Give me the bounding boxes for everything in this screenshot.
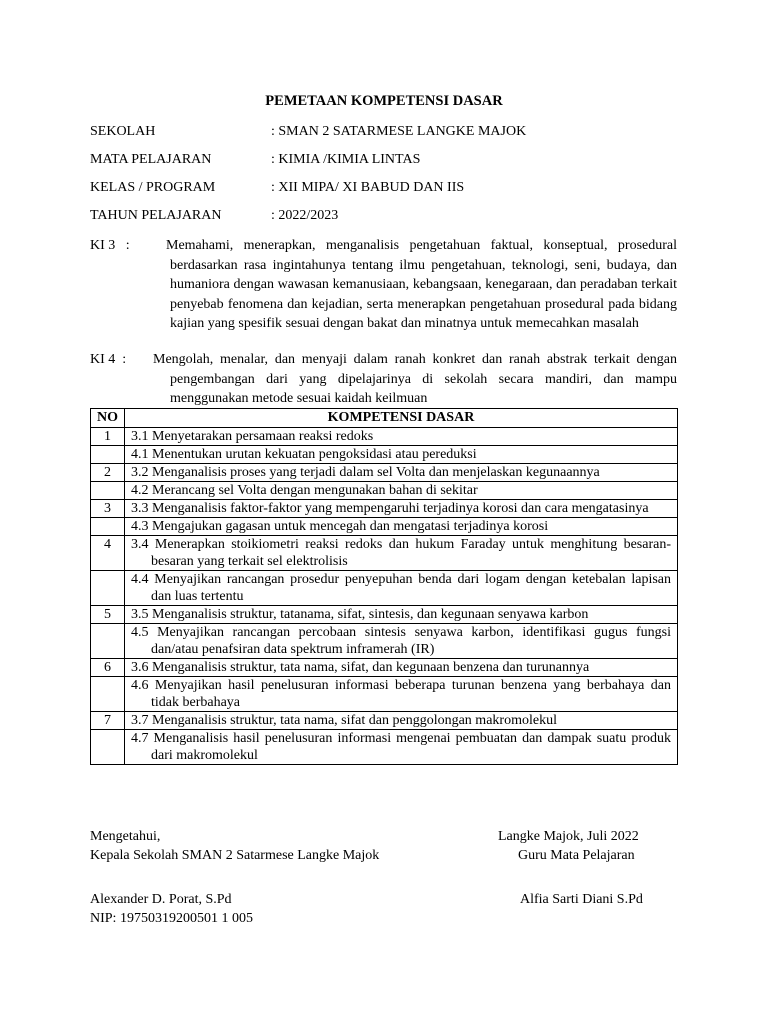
table-row	[91, 464, 678, 482]
row-number	[91, 446, 125, 464]
header-kompetensi: KOMPETENSI DASAR	[125, 409, 678, 428]
meta-label: SEKOLAH	[90, 124, 156, 139]
row-kompetensi	[125, 606, 678, 624]
table-row	[91, 659, 678, 677]
document-title: PEMETAAN KOMPETENSI DASAR	[265, 93, 503, 109]
table-row	[91, 500, 678, 518]
row-kompetensi	[125, 624, 678, 659]
meta-value: : 2022/2023	[271, 208, 339, 223]
sig-right-line2: Guru Mata Pelajaran	[518, 848, 635, 863]
kompetensi-text: 3.2 Menganalisis proses yang terjadi dalam sel Volta dan menjelaskan kegunaannya	[131, 465, 600, 480]
meta-row-kelas	[90, 180, 690, 200]
table-row	[91, 482, 678, 500]
row-kompetensi	[125, 464, 678, 482]
row-kompetensi	[125, 518, 678, 536]
row-number	[91, 571, 125, 606]
row-number: 5	[91, 606, 125, 624]
kompetensi-text: 4.3 Mengajukan gagasan untuk mencegah dan mengatasi terjadinya korosi	[131, 519, 549, 534]
row-kompetensi	[125, 482, 678, 500]
kompetensi-text: 4.1 Menentukan urutan kekuatan pengoksidasi atau pereduksi	[131, 447, 477, 462]
kompetensi-text: 3.4 Menerapkan stoikiometri reaksi redoks dan hukum Faraday untuk menghitung besaran- besaran yang terkait sel elektrolisis	[131, 537, 671, 569]
sig-left-line2: Kepala Sekolah SMAN 2 Satarmese Langke Majok	[90, 848, 380, 863]
row-kompetensi	[125, 659, 678, 677]
row-number: 4	[91, 536, 125, 571]
table-row	[91, 624, 678, 659]
row-number: 7	[91, 712, 125, 730]
ki3-text	[90, 236, 677, 334]
row-number	[91, 518, 125, 536]
meta-row-sekolah	[90, 124, 690, 144]
kompetensi-text: 3.3 Menganalisis faktor-faktor yang mempengaruhi terjadinya korosi dan cara mengatasinya	[131, 501, 649, 516]
ki3-label: KI 3 :	[90, 238, 130, 253]
row-number	[91, 677, 125, 712]
sig-left-name: Alexander D. Porat, S.Pd	[90, 892, 232, 907]
row-kompetensi	[125, 730, 678, 765]
table-header-row	[91, 409, 678, 428]
meta-value: : SMAN 2 SATARMESE LANGKE MAJOK	[271, 124, 527, 139]
kompetensi-text: 3.5 Menganalisis struktur, tatanama, sifat, sintesis, dan kegunaan senyawa karbon	[131, 607, 589, 622]
ki4-label: KI 4 :	[90, 352, 127, 367]
kompetensi-text: 4.7 Menganalisis hasil penelusuran informasi mengenai pembuatan dan dampak suatu produk dari makromolekul	[131, 731, 671, 763]
meta-label: TAHUN PELAJARAN	[90, 208, 222, 223]
ki4-block	[90, 350, 677, 409]
ki4-text	[90, 350, 677, 409]
ki4-text-content: Mengolah, menalar, dan menyaji dalam ranah konkret dan ranah abstrak terkait dengan pengembangan dari yang dipelajarinya di sekolah secara mandiri, dan mampu menggunakan metode sesuai kaidah keilmuan	[153, 352, 677, 406]
header-no: NO	[91, 409, 125, 428]
row-kompetensi	[125, 571, 678, 606]
table-row	[91, 606, 678, 624]
kompetensi-text: 4.5 Menyajikan rancangan percobaan sintesis senyawa karbon, identifikasi gugus fungsi dan/atau penafsiran data spektrum inframerah (IR)	[131, 625, 671, 657]
meta-row-tahun	[90, 208, 690, 228]
row-number	[91, 730, 125, 765]
row-kompetensi	[125, 428, 678, 446]
row-kompetensi	[125, 446, 678, 464]
kompetensi-text: 4.4 Menyajikan rancangan prosedur penyepuhan benda dari logam dengan ketebalan lapisan dan luas tertentu	[131, 572, 671, 604]
kompetensi-text: 4.2 Merancang sel Volta dengan mengunakan bahan di sekitar	[131, 483, 478, 498]
table-row	[91, 730, 678, 765]
table-row	[91, 428, 678, 446]
meta-value: : XII MIPA/ XI BABUD DAN IIS	[271, 180, 465, 195]
meta-value: : KIMIA /KIMIA LINTAS	[271, 152, 421, 167]
kompetensi-text: 3.6 Menganalisis struktur, tata nama, sifat, dan kegunaan benzena dan turunannya	[131, 660, 590, 675]
row-number: 1	[91, 428, 125, 446]
row-number: 3	[91, 500, 125, 518]
table-row	[91, 536, 678, 571]
table-row	[91, 571, 678, 606]
row-number: 2	[91, 464, 125, 482]
sig-right-line1: Langke Majok, Juli 2022	[498, 829, 639, 844]
row-kompetensi	[125, 712, 678, 730]
row-number	[91, 482, 125, 500]
row-number	[91, 624, 125, 659]
signature-right-name-block	[520, 890, 643, 909]
ki3-block	[90, 236, 677, 334]
sig-left-nip: NIP: 19750319200501 1 005	[90, 911, 253, 926]
signature-right	[498, 827, 639, 865]
kompetensi-text: 3.7 Menganalisis struktur, tata nama, sifat dan penggolongan makromolekul	[131, 713, 557, 728]
table-row	[91, 518, 678, 536]
kompetensi-dasar-table	[90, 408, 678, 765]
meta-label: KELAS / PROGRAM	[90, 180, 216, 195]
table-row	[91, 712, 678, 730]
row-kompetensi	[125, 500, 678, 518]
table-row	[91, 446, 678, 464]
meta-row-mata-pelajaran	[90, 152, 690, 172]
row-number: 6	[91, 659, 125, 677]
kompetensi-text: 4.6 Menyajikan hasil penelusuran informasi beberapa turunan benzena yang berbahaya dan tidak berbahaya	[131, 678, 671, 710]
table-body	[91, 428, 678, 765]
sig-right-name: Alfia Sarti Diani S.Pd	[520, 892, 643, 907]
meta-label: MATA PELAJARAN	[90, 152, 212, 167]
table-row	[91, 677, 678, 712]
signature-left-name-block	[90, 890, 253, 928]
sig-left-line1: Mengetahui,	[90, 829, 161, 844]
kompetensi-text: 3.1 Menyetarakan persamaan reaksi redoks	[131, 429, 374, 444]
ki3-text-content: Memahami, menerapkan, menganalisis pengetahuan faktual, konseptual, prosedural berdasarkan rasa ingintahunya tentang ilmu pengetahuan, teknologi, seni, budaya, dan humaniora dengan wawasan kemanusiaan, kebangsaan, kenegaraan, dan peradaban terkait penyebab fenomena dan kejadian, serta menerapkan pengetahuan prosedural pada bidang kajian yang spesifik sesuai dengan bakat dan minatnya untuk memecahkan masalah	[166, 238, 677, 331]
row-kompetensi	[125, 536, 678, 571]
signature-left	[90, 827, 379, 865]
row-kompetensi	[125, 677, 678, 712]
